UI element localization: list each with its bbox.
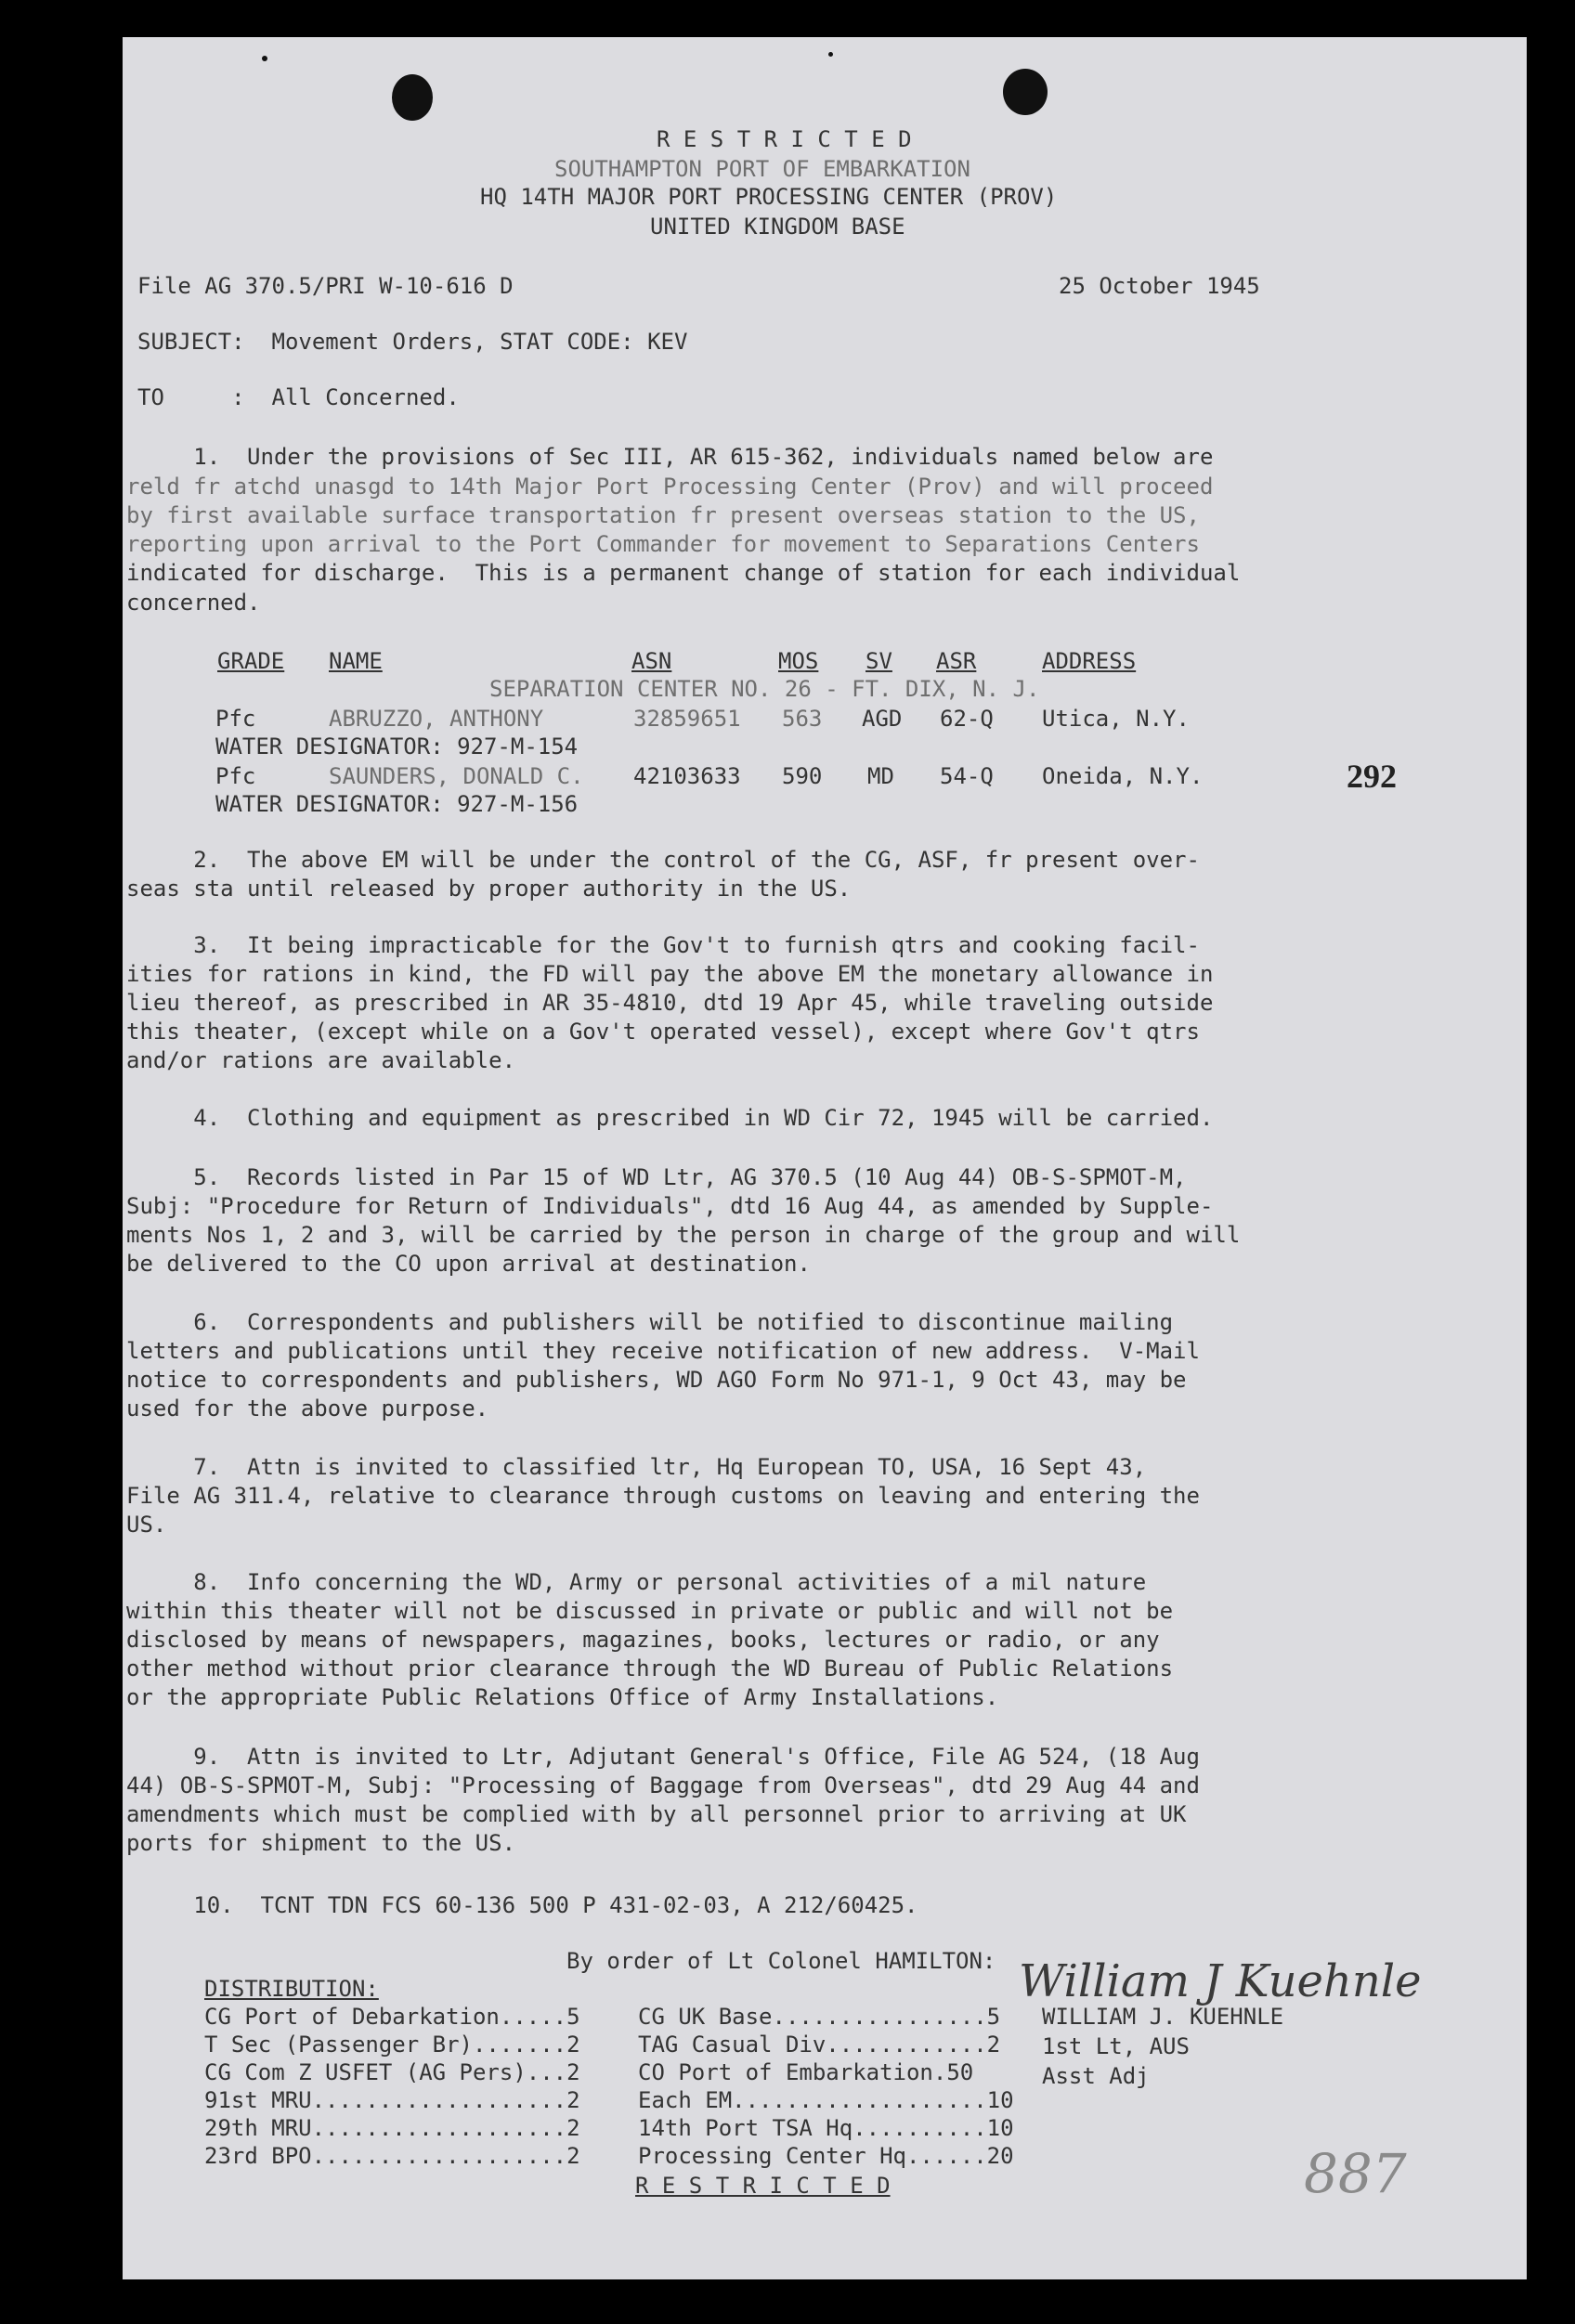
row-name: ABRUZZO, ANTHONY: [329, 706, 544, 732]
paragraph-line: this theater, (except while on a Gov't operated vessel), except where Gov't qtrs: [126, 1019, 1200, 1045]
paragraph-line: reld fr atchd unasgd to 14th Major Port Processing Center (Prov) and will proceed: [126, 474, 1214, 500]
column-header-grade: GRADE: [217, 648, 285, 674]
paragraph-line: 44) OB-S-SPMOT-M, Subj: "Processing of Baggage from Overseas", dtd 29 Aug 44 and: [126, 1772, 1200, 1798]
paragraph-line: ities for rations in kind, the FD will pay the above EM the monetary allowance in: [126, 961, 1214, 987]
paragraph-line: other method without prior clearance through the WD Bureau of Public Relations: [126, 1655, 1174, 1681]
signer-rank: 1st Lt, AUS: [1042, 2033, 1190, 2059]
paragraph-line: 9. Attn is invited to Ltr, Adjutant General's Office, File AG 524, (18 Aug: [126, 1744, 1200, 1770]
row-mos: 590: [782, 763, 823, 789]
paragraph-line: disclosed by means of newspapers, magazines, books, lectures or radio, or any: [126, 1627, 1160, 1653]
paragraph-line: 3. It being impracticable for the Gov't to furnish qtrs and cooking facil-: [126, 932, 1200, 958]
column-header-address: ADDRESS: [1042, 648, 1137, 674]
document-date: 25 October 1945: [1059, 273, 1260, 299]
paragraph-line: 8. Info concerning the WD, Army or personal activities of a mil nature: [126, 1569, 1147, 1595]
row-asn: 42103633: [633, 763, 741, 789]
row-mos: 563: [782, 706, 823, 732]
distribution-item: CG Com Z USFET (AG Pers)...2: [204, 2059, 580, 2085]
paragraph-line: reporting upon arrival to the Port Commander for movement to Separations Centers: [126, 531, 1200, 557]
distribution-item: 23rd BPO...................2: [204, 2143, 580, 2169]
row-name: SAUNDERS, DONALD C.: [329, 763, 584, 789]
distribution-item: 29th MRU...................2: [204, 2115, 580, 2141]
punch-hole-small: [262, 56, 267, 61]
distribution-item: T Sec (Passenger Br).......2: [204, 2032, 580, 2058]
paragraph-line: indicated for discharge. This is a permanent change of station for each individual: [126, 560, 1241, 586]
distribution-item: 14th Port TSA Hq..........10: [638, 2115, 1014, 2141]
header-line-2: HQ 14TH MAJOR PORT PROCESSING CENTER (PROV): [480, 184, 1058, 210]
paragraph-line: 1. Under the provisions of Sec III, AR 615-362, individuals named below are: [126, 444, 1214, 470]
paragraph-line: letters and publications until they receive notification of new address. V-Mail: [126, 1338, 1200, 1364]
paragraph-line: 5. Records listed in Par 15 of WD Ltr, AG 370.5 (10 Aug 44) OB-S-SPMOT-M,: [126, 1164, 1187, 1190]
distribution-item: 91st MRU...................2: [204, 2087, 580, 2113]
classification-bottom: R E S T R I C T E D: [635, 2173, 891, 2199]
paragraph-line: 6. Correspondents and publishers will be notified to discontinue mailing: [126, 1309, 1174, 1335]
classification-top: R E S T R I C T E D: [657, 126, 912, 152]
paragraph-line: seas sta until released by proper authority in the US.: [126, 876, 852, 902]
paragraph-line: 7. Attn is invited to classified ltr, Hq European TO, USA, 16 Sept 43,: [126, 1454, 1147, 1480]
paragraph-line: US.: [126, 1512, 167, 1538]
paragraph-line: be delivered to the CO upon arrival at destination.: [126, 1251, 811, 1277]
row-grade: Pfc: [215, 706, 256, 732]
paragraph-line: 2. The above EM will be under the control of the CG, ASF, fr present over-: [126, 847, 1200, 873]
file-reference: File AG 370.5/PRI W-10-616 D: [137, 273, 514, 299]
row-grade: Pfc: [215, 763, 256, 789]
signer-name: WILLIAM J. KUEHNLE: [1042, 2004, 1284, 2030]
signer-title: Asst Adj: [1042, 2063, 1150, 2089]
distribution-item: CO Port of Embarkation.50: [638, 2059, 974, 2085]
header-line-1: SOUTHAMPTON PORT OF EMBARKATION: [554, 156, 970, 182]
punch-hole-small-2: [828, 52, 833, 57]
row-sv: AGD: [862, 706, 903, 732]
row-asr: 54-Q: [940, 763, 994, 789]
row-address: Oneida, N.Y.: [1042, 763, 1204, 789]
distribution-item: CG Port of Debarkation.....5: [204, 2004, 580, 2030]
paragraph-line: and/or rations are available.: [126, 1047, 516, 1073]
to-line: TO : All Concerned.: [137, 384, 460, 410]
column-header-asr: ASR: [936, 648, 977, 674]
handwritten-number: 887: [1304, 2142, 1407, 2205]
distribution-item: TAG Casual Div............2: [638, 2032, 1001, 2058]
paragraph-line: ports for shipment to the US.: [126, 1830, 516, 1856]
paragraph-line: ments Nos 1, 2 and 3, will be carried by the person in charge of the group and will: [126, 1222, 1241, 1248]
column-header-sv: SV: [866, 648, 892, 674]
subject-line: SUBJECT: Movement Orders, STAT CODE: KEV: [137, 329, 688, 355]
paragraph-line: concerned.: [126, 590, 261, 616]
column-header-mos: MOS: [778, 648, 819, 674]
distribution-item: Each EM...................10: [638, 2087, 1014, 2113]
signature: William J Kuehnle: [1019, 1955, 1422, 2007]
separation-center-line: SEPARATION CENTER NO. 26 - FT. DIX, N. J.: [489, 676, 1040, 702]
row-asr: 62-Q: [940, 706, 994, 732]
document-page: [123, 37, 1527, 2279]
paragraph-line: amendments which must be complied with by all personnel prior to arriving at UK: [126, 1801, 1187, 1827]
header-line-3: UNITED KINGDOM BASE: [650, 214, 905, 240]
paragraph-line: or the appropriate Public Relations Office of Army Installations.: [126, 1684, 999, 1710]
paragraph-line: used for the above purpose.: [126, 1396, 489, 1422]
row-sv: MD: [867, 763, 894, 789]
row-asn: 32859651: [633, 706, 741, 732]
row-water-designator: WATER DESIGNATOR: 927-M-156: [215, 791, 579, 817]
paragraph-line: within this theater will not be discussed in private or public and will not be: [126, 1598, 1174, 1624]
stamp-number: 292: [1347, 758, 1397, 795]
punch-hole-left: [392, 74, 433, 121]
paragraph-line: 4. Clothing and equipment as prescribed in WD Cir 72, 1945 will be carried.: [126, 1105, 1214, 1131]
punch-hole-right: [1003, 69, 1048, 115]
by-order-line: By order of Lt Colonel HAMILTON:: [566, 1948, 996, 1974]
distribution-title: DISTRIBUTION:: [204, 1976, 379, 2002]
paragraph-line: notice to correspondents and publishers, WD AGO Form No 971-1, 9 Oct 43, may be: [126, 1367, 1187, 1393]
distribution-item: CG UK Base................5: [638, 2004, 1001, 2030]
row-address: Utica, N.Y.: [1042, 706, 1190, 732]
paragraph-line: File AG 311.4, relative to clearance through customs on leaving and entering the: [126, 1483, 1200, 1509]
distribution-item: Processing Center Hq......20: [638, 2143, 1014, 2169]
row-water-designator: WATER DESIGNATOR: 927-M-154: [215, 734, 579, 760]
paragraph-line: 10. TCNT TDN FCS 60-136 500 P 431-02-03, A 212/60425.: [126, 1892, 918, 1918]
column-header-name: NAME: [329, 648, 383, 674]
paragraph-line: by first available surface transportation fr present overseas station to the US,: [126, 502, 1200, 528]
paragraph-line: Subj: "Procedure for Return of Individuals", dtd 16 Aug 44, as amended by Supple-: [126, 1193, 1214, 1219]
paragraph-line: lieu thereof, as prescribed in AR 35-4810, dtd 19 Apr 45, while traveling outside: [126, 990, 1214, 1016]
column-header-asn: ASN: [631, 648, 672, 674]
